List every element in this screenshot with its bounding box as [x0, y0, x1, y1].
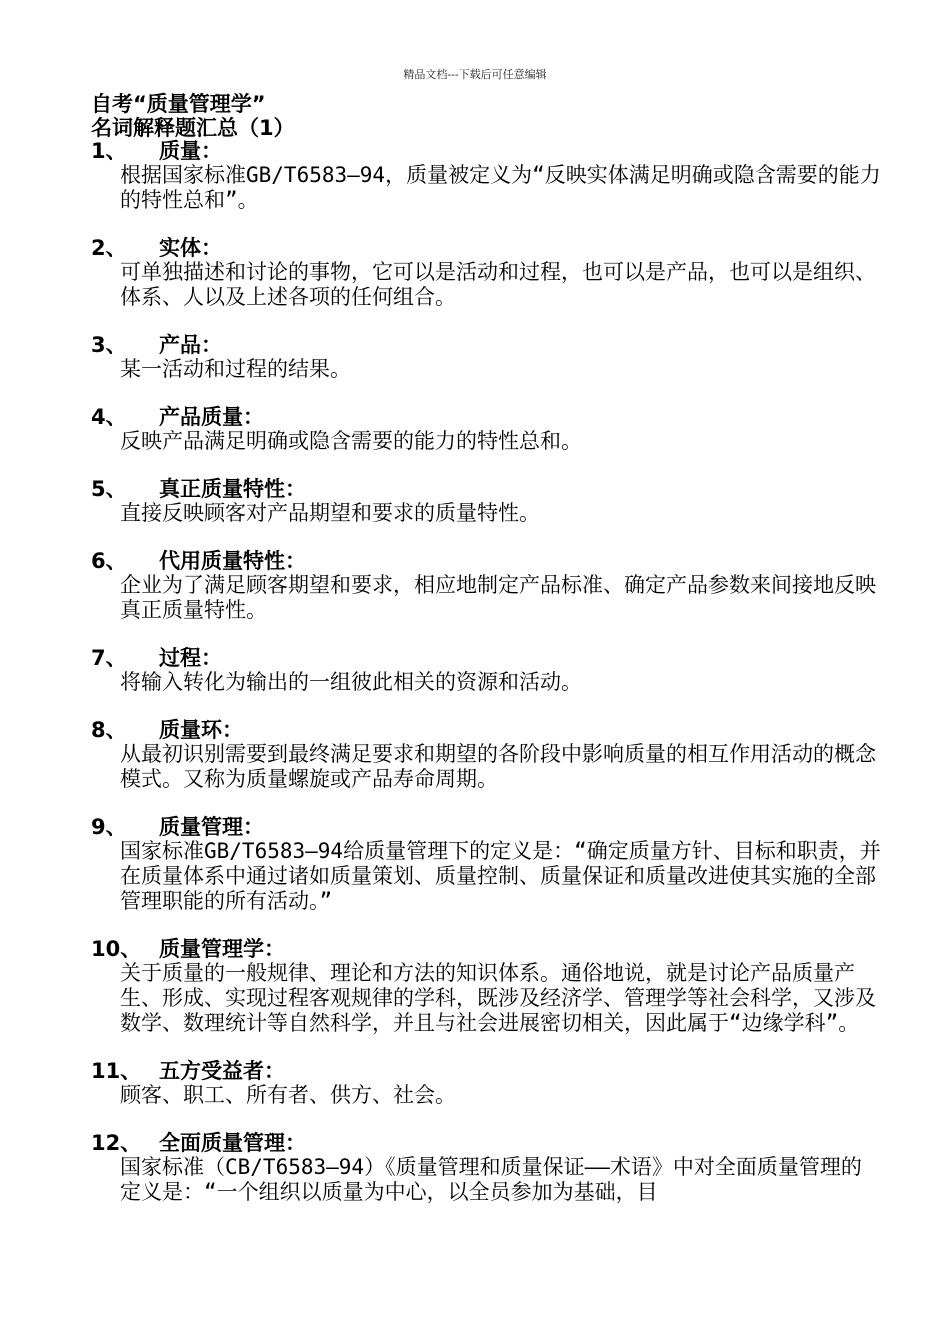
term-name: 产品质量： — [159, 405, 264, 429]
term-definition: 反映产品满足明确或隐含需要的能力的特性总和。 — [120, 429, 582, 453]
term-number: 4、 — [91, 405, 127, 429]
term-entry-4 — [91, 406, 881, 454]
term-definition: 某一活动和过程的结果。 — [120, 357, 351, 381]
term-entry-7 — [91, 647, 881, 695]
term-entry-6 — [91, 550, 881, 623]
term-heading — [91, 1132, 881, 1155]
term-heading — [91, 550, 881, 573]
term-definition: 从最初识别需要到最终满足要求和期望的各阶段中影响质量的相互作用活动的概念模式。又称为质量螺旋或产品寿命周期。 — [120, 742, 876, 791]
term-heading — [91, 719, 881, 742]
term-definition: 根据国家标准GB/T6583—94，质量被定义为“反映实体满足明确或隐含需要的能力的特性总和”。 — [120, 163, 881, 212]
term-definition: 企业为了满足顾客期望和要求，相应地制定产品标准、确定产品参数来间接地反映真正质量特性。 — [120, 573, 876, 622]
term-entry-1 — [91, 140, 881, 213]
page-header: 精品文档---下载后可任意编辑 — [403, 68, 547, 81]
term-name: 过程： — [159, 646, 222, 670]
term-heading — [91, 938, 881, 961]
term-number: 5、 — [91, 477, 127, 501]
term-definition: 顾客、职工、所有者、供方、社会。 — [120, 1083, 456, 1107]
term-name: 真正质量特性： — [159, 477, 306, 501]
term-name: 质量： — [159, 139, 222, 163]
term-heading — [91, 816, 881, 839]
document-body — [91, 92, 881, 1205]
term-name: 质量管理： — [159, 815, 264, 839]
term-entry-12 — [91, 1132, 881, 1205]
document-title-line2: 名词解释题汇总（1） — [91, 116, 295, 140]
term-name: 质量管理学： — [159, 937, 285, 961]
term-entry-11 — [91, 1060, 881, 1108]
term-number: 8、 — [91, 718, 127, 742]
term-number: 3、 — [91, 333, 127, 357]
term-entry-10 — [91, 938, 881, 1036]
term-name: 产品： — [159, 333, 222, 357]
term-number: 10、 — [91, 937, 142, 961]
term-name: 实体： — [159, 236, 222, 260]
term-number: 6、 — [91, 549, 127, 573]
term-entry-8 — [91, 719, 881, 792]
term-definition: 直接反映顾客对产品期望和要求的质量特性。 — [120, 501, 540, 525]
term-definition: 将输入转化为输出的一组彼此相关的资源和活动。 — [120, 670, 582, 694]
term-name: 全面质量管理： — [159, 1131, 306, 1155]
term-name: 代用质量特性： — [159, 549, 306, 573]
term-entry-2 — [91, 237, 881, 310]
term-definition: 国家标准（CB/T6583—94）《质量管理和质量保证——术语》中对全面质量管理的定义是：“一个组织以质量为中心，以全员参加为基础，目 — [120, 1155, 862, 1204]
term-entry-9 — [91, 816, 881, 914]
document-title-line1: 自考“质量管理学” — [91, 92, 266, 116]
term-entry-5 — [91, 478, 881, 526]
term-number: 7、 — [91, 646, 127, 670]
term-heading — [91, 647, 881, 670]
term-number: 1、 — [91, 139, 127, 163]
term-entry-3 — [91, 334, 881, 382]
term-definition: 关于质量的一般规律、理论和方法的知识体系。通俗地说，就是讨论产品质量产生、形成、实现过程客观规律的学科，既涉及经济学、管理学等社会科学，又涉及数学、数理统计等自然科学，并且与社会进展密切相关，因此属于“边缘学科”。 — [120, 961, 876, 1035]
term-heading — [91, 237, 881, 260]
term-number: 9、 — [91, 815, 127, 839]
term-list — [91, 140, 881, 1205]
term-number: 2、 — [91, 236, 127, 260]
term-heading — [91, 406, 881, 429]
term-definition: 国家标准GB/T6583—94给质量管理下的定义是：“确定质量方针、目标和职责，并在质量体系中通过诸如质量策划、质量控制、质量保证和质量改进使其实施的全部管理职能的所有活动。” — [120, 839, 881, 913]
term-heading — [91, 140, 881, 163]
term-number: 11、 — [91, 1059, 142, 1083]
term-heading — [91, 1060, 881, 1083]
term-name: 五方受益者： — [159, 1059, 285, 1083]
term-heading — [91, 478, 881, 501]
term-name: 质量环： — [159, 718, 243, 742]
term-number: 12、 — [91, 1131, 142, 1155]
term-definition: 可单独描述和讨论的事物，它可以是活动和过程，也可以是产品，也可以是组织、体系、人以及上述各项的任何组合。 — [120, 260, 876, 309]
term-heading — [91, 334, 881, 357]
